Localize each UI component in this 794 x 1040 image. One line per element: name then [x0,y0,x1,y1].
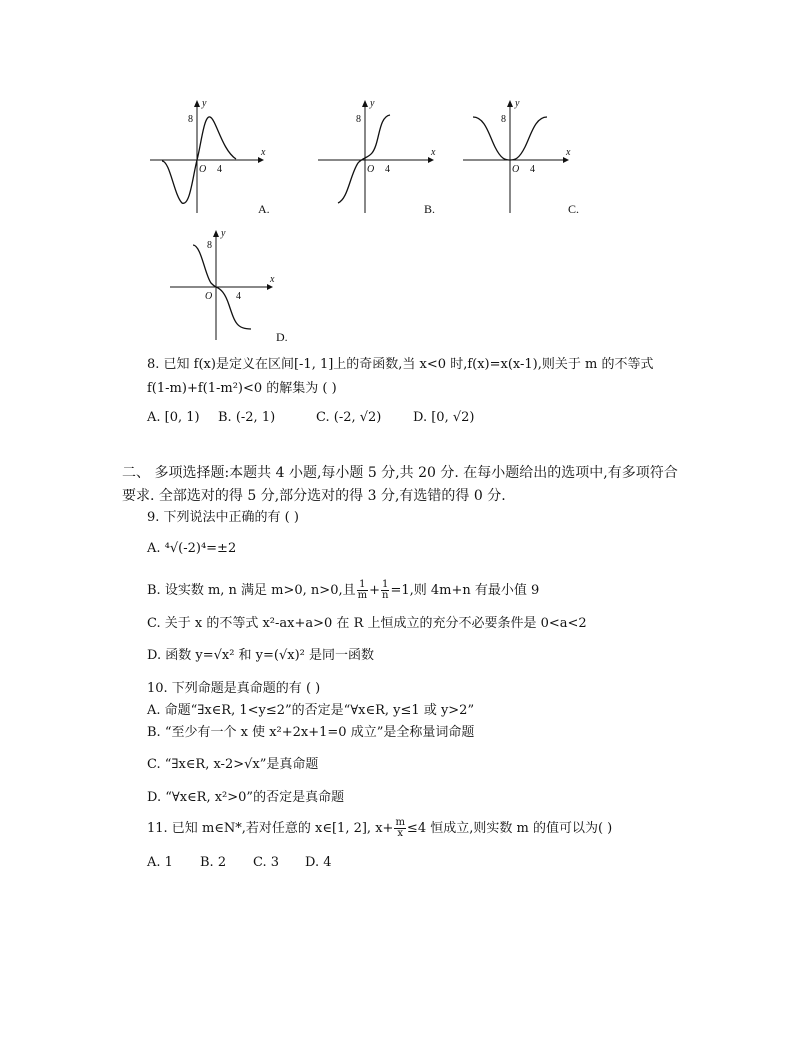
q11-option-a: A. 1 [147,855,173,870]
q11-stem [147,818,612,839]
y-tick-label: 8 [188,114,193,125]
section-2-heading: 二、 多项选择题:本题共 4 小题,每小题 5 分,共 20 分. 在每小题给出的选项中,有多项符合 [122,465,678,481]
q11-stem-suffix: ≤4 恒成立,则实数 m 的值可以为( ) [406,821,613,836]
graph-c-label: C. [568,202,580,216]
q11-stem-prefix: 11. 已知 m∈N*,若对任意的 x∈[1, 2], x+ [147,821,394,836]
q9-option-d: D. 函数 y=√x² 和 y=(√x)² 是同一函数 [147,648,375,663]
graph-d-label: D. [276,330,288,344]
section-2-instructions: 要求. 全部选对的得 5 分,部分选对的得 3 分,有选错的得 0 分. [122,488,506,504]
fraction-1-over-m: $\frac{1}{m}$ [357,579,368,601]
q10-option-a: A. 命题“∃x∈R, 1<y≤2”的否定是“∀x∈R, y≤1 或 y>2” [147,703,475,718]
origin-label: O [512,164,520,175]
q10-option-c: C. “∃x∈R, x-2>√x”是真命题 [147,757,319,772]
y-axis-label: y [370,98,375,109]
q11-option-c: C. 3 [253,855,280,870]
x-axis-label: x [431,147,436,158]
graph-a-label: A. [258,202,270,216]
x-axis-label: x [261,147,266,158]
fraction-m-over-x: $\frac{m}{x}$ [395,817,405,839]
q9-option-a: A. ⁴√(-2)⁴=±2 [147,541,237,556]
q8-option-c: C. (-2, √2) [316,410,382,425]
y-axis-label: y [515,98,520,109]
y-tick-label: 8 [207,240,212,251]
q11-option-b: B. 2 [200,855,227,870]
q9-option-b-prefix: B. 设实数 m, n 满足 m>0, n>0,且 [147,583,356,598]
x-tick-label: 4 [236,291,241,302]
x-axis-label: x [270,274,275,285]
y-axis-label: y [221,228,226,239]
q8-option-a: A. [0, 1) [147,410,200,425]
q10-option-d: D. “∀x∈R, x²>0”的否定是真命题 [147,790,345,805]
q10-option-b: B. “至少有一个 x 使 x²+2x+1=0 成立”是全称量词命题 [147,725,475,740]
graph-a [140,95,270,220]
q8-option-b: B. (-2, 1) [218,410,276,425]
x-tick-label: 4 [217,164,222,175]
q9-stem: 9. 下列说法中正确的有 ( ) [147,510,299,525]
q9-option-c: C. 关于 x 的不等式 x²-ax+a>0 在 R 上恒成立的充分不必要条件是 0<a<2 [147,616,587,631]
origin-label: O [205,291,213,302]
graph-b [310,95,440,220]
x-axis-label: x [566,147,571,158]
q8-line-1: 8. 已知 f(x)是定义在区间[-1, 1]上的奇函数,当 x<0 时,f(x)=x(x-1),则关于 m 的不等式 [147,357,654,372]
q10-stem: 10. 下列命题是真命题的有 ( ) [147,681,321,696]
y-tick-label: 8 [501,114,506,125]
graph-b-label: B. [424,202,436,216]
y-tick-label: 8 [356,114,361,125]
fraction-1-over-n: $\frac{1}{n}$ [382,579,389,601]
q11-option-d: D. 4 [305,855,332,870]
origin-label: O [199,164,207,175]
origin-label: O [367,164,375,175]
x-tick-label: 4 [530,164,535,175]
q9-option-b-suffix: =1,则 4m+n 有最小值 9 [390,583,540,598]
q8-line-2: f(1-m)+f(1-m²)<0 的解集为 ( ) [147,381,337,396]
graph-d [165,225,295,345]
q8-option-d: D. [0, √2) [413,410,475,425]
y-axis-label: y [202,98,207,109]
graph-c [455,95,585,220]
q9-option-b: B. 设实数 m, n 满足 m>0, n>0,且 $\frac{1}{m}$ + $\frac{1}{n}$ =1,则 4m+n 有最小值 9 [147,579,540,601]
x-tick-label: 4 [385,164,390,175]
